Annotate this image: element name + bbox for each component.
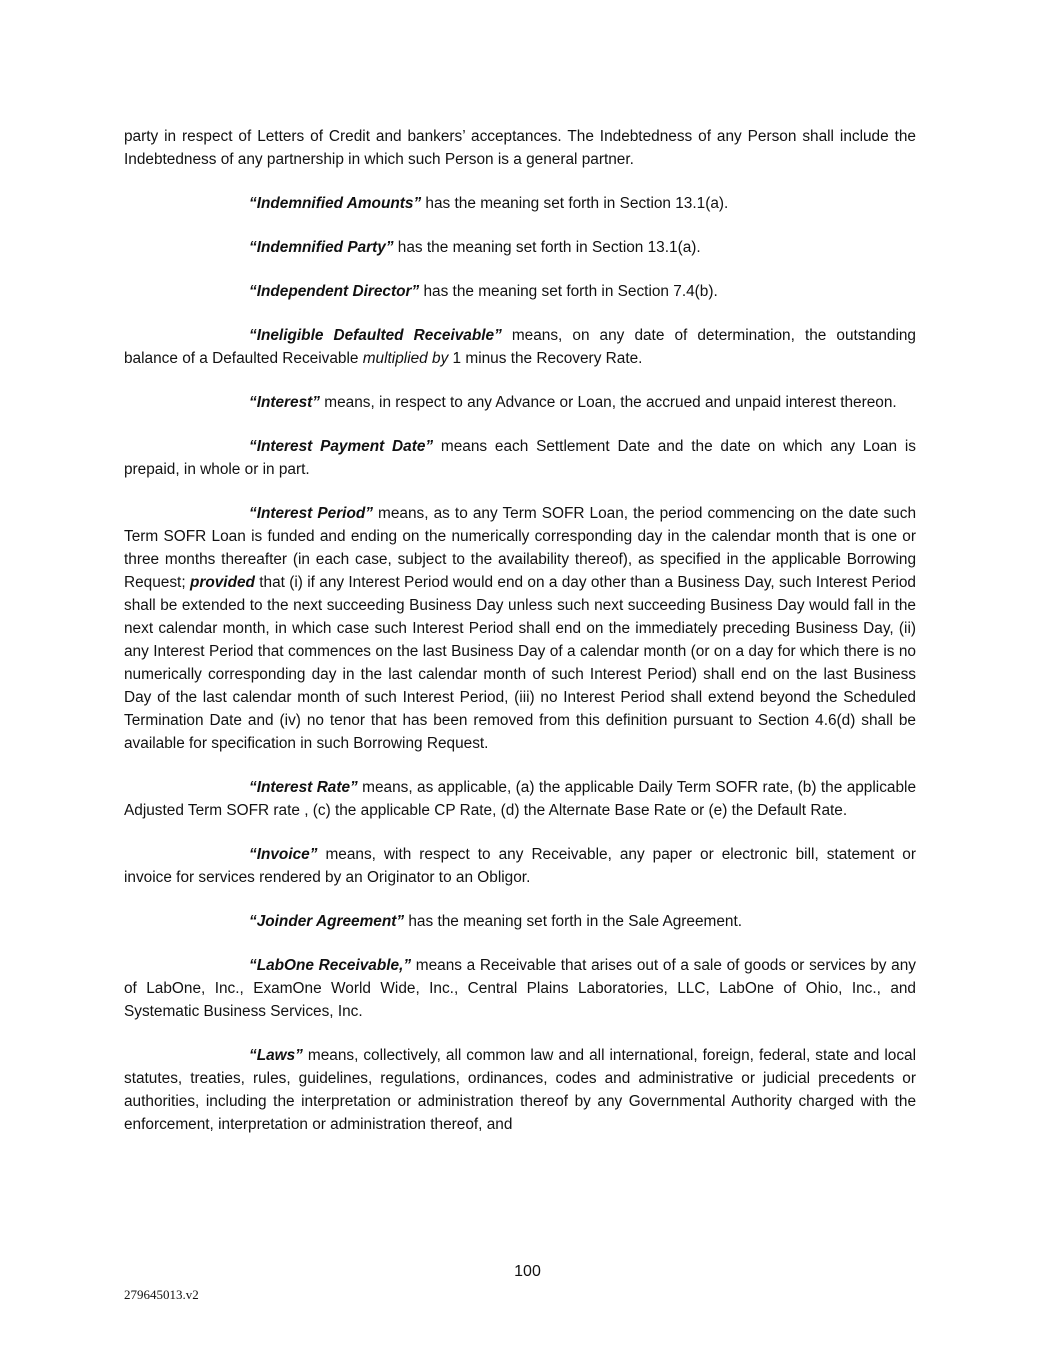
definition-indemnified-party bbox=[124, 236, 916, 259]
definition-text-continued: 1 minus the Recovery Rate. bbox=[448, 350, 643, 367]
definition-text: has the meaning set forth in Section 13.1(a). bbox=[393, 239, 701, 256]
definition-text: has the meaning set forth in Section 7.4(b). bbox=[419, 283, 718, 300]
emphasis-text: provided bbox=[189, 574, 255, 591]
defined-term: “Independent Director” bbox=[249, 283, 420, 300]
definition-indemnified-amounts bbox=[124, 192, 916, 215]
definition-laws bbox=[124, 1044, 916, 1136]
defined-term: “LabOne Receivable,” bbox=[249, 957, 412, 974]
continuation-paragraph: party in respect of Letters of Credit and bankers’ acceptances. The Indebtedness of any Person shall include the Indebtedness of any partnership in which such Person is a general partner. bbox=[124, 128, 916, 168]
definition-interest-rate bbox=[124, 776, 916, 822]
defined-term: “Laws” bbox=[249, 1047, 303, 1064]
definition-joinder-agreement bbox=[124, 910, 916, 933]
defined-term: “Interest Payment Date” bbox=[249, 438, 434, 455]
definition-interest-payment-date bbox=[124, 435, 916, 481]
definition-text: means each Settlement Date and the date on which any Loan is prepaid, in whole or in part. bbox=[124, 438, 917, 478]
definition-text: has the meaning set forth in Section 13.1(a). bbox=[421, 195, 729, 212]
definition-labone-receivable bbox=[124, 954, 916, 1023]
definition-ineligible-defaulted-receivable bbox=[124, 324, 916, 370]
definition-text: means, as to any Term SOFR Loan, the period commencing on the date such Term SOFR Loan is funded and ending on the numerically corresponding day in the calendar month that is one or three months thereafter (in each case, subject to the availability thereof), as specified in the applicable Borrowing Request; bbox=[124, 505, 917, 591]
document-body bbox=[124, 125, 916, 1157]
defined-term: “Invoice” bbox=[249, 846, 318, 863]
definition-interest bbox=[124, 391, 916, 414]
document-id: 279645013.v2 bbox=[124, 1287, 199, 1302]
defined-term: “Interest Period” bbox=[249, 505, 373, 522]
defined-term: “Interest” bbox=[249, 394, 320, 411]
definition-independent-director bbox=[124, 280, 916, 303]
definition-text: means a Receivable that arises out of a sale of goods or services by any of LabOne, Inc., ExamOne World Wide, Inc., Central Plains Laboratories, LLC, LabOne of Ohio, Inc., and Systematic Business Services, Inc. bbox=[124, 957, 916, 1020]
definition-text: means, collectively, all common law and all international, foreign, federal, state and local statutes, treaties, rules, guidelines, regulations, ordinances, codes and administrative or judicial precedents or authorities, including the interpretation or administration thereof by any Governmental Authority charged with the enforcement, interpretation or administration thereof, and bbox=[124, 1047, 916, 1133]
definition-text: means, in respect to any Advance or Loan, the accrued and unpaid interest thereon. bbox=[320, 394, 897, 411]
defined-term: “Interest Rate” bbox=[249, 779, 358, 796]
definition-text: has the meaning set forth in the Sale Agreement. bbox=[404, 913, 743, 930]
emphasis-text: multiplied by bbox=[362, 350, 449, 367]
defined-term: “Joinder Agreement” bbox=[249, 913, 405, 930]
definition-invoice bbox=[124, 843, 916, 889]
definition-interest-period bbox=[124, 502, 916, 755]
definition-text-continued: that (i) if any Interest Period would end on a day other than a Business Day, such Interest Period shall be extended to the next succeeding Business Day unless such next succeeding Business Day would fall in the next calendar month, in which case such Interest Period shall end on the immediately preceding Business Day, (ii) any Interest Period that commences on the last Business Day of a calendar month (or on a day for which there is no numerically corresponding day in the last calendar month of such Interest Period) shall end on the last Business Day of the last calendar month of such Interest Period, (iii) no Interest Period shall extend beyond the Scheduled Termination Date and (iv) no tenor that has been removed from this definition pursuant to Section 4.6(d) shall be available for specification in such Borrowing Request. bbox=[124, 574, 916, 752]
defined-term: “Indemnified Amounts” bbox=[249, 195, 422, 212]
definition-text: means, on any date of determination, the outstanding balance of a Defaulted Receivable bbox=[124, 327, 916, 367]
page-number: 100 bbox=[514, 1263, 541, 1280]
definition-text: means, as applicable, (a) the applicable Daily Term SOFR rate, (b) the applicable Adjusted Term SOFR rate , (c) the applicable CP Rate, (d) the Alternate Base Rate or (e) the Default Rate. bbox=[124, 779, 916, 819]
defined-term: “Indemnified Party” bbox=[249, 239, 394, 256]
defined-term: “Ineligible Defaulted Receivable” bbox=[249, 327, 502, 344]
definition-text: means, with respect to any Receivable, any paper or electronic bill, statement or invoice for services rendered by an Originator to an Obligor. bbox=[124, 846, 916, 886]
